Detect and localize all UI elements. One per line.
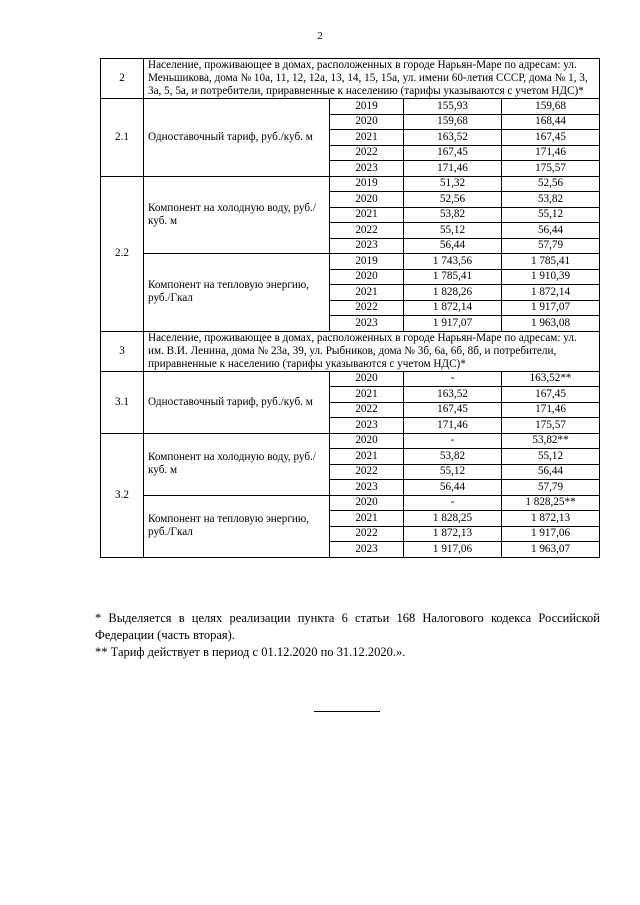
tariff-value-h2: 1 963,07	[502, 542, 600, 558]
year-cell: 2021	[330, 207, 404, 223]
tariff-value-h2: 159,68	[502, 99, 600, 115]
tariff-value-h1: 52,56	[404, 192, 502, 208]
year-cell: 2021	[330, 449, 404, 465]
section-header-row	[101, 331, 600, 371]
tariff-value-h2: 1 910,39	[502, 269, 600, 285]
year-cell: 2022	[330, 402, 404, 418]
tariff-value-h1: -	[404, 371, 502, 387]
year-cell: 2023	[330, 418, 404, 434]
footnote-vat: * Выделяется в целях реализации пункта 6 статьи 168 Налогового кодекса Российской Федерации (часть вторая).	[95, 611, 600, 642]
year-cell: 2022	[330, 464, 404, 480]
tariff-value-h1: 159,68	[404, 114, 502, 130]
tariff-name: Компонент на тепловую энергию, руб./Гкал	[144, 254, 330, 332]
tariff-value-h1: 1 828,26	[404, 285, 502, 301]
tariff-value-h2: 57,79	[502, 238, 600, 254]
tariff-value-h1: 171,46	[404, 161, 502, 177]
tariff-value-h1: 171,46	[404, 418, 502, 434]
tariff-value-h1: 155,93	[404, 99, 502, 115]
tariff-value-h2: 57,79	[502, 480, 600, 496]
year-cell: 2020	[330, 269, 404, 285]
tariff-value-h2: 1 785,41	[502, 254, 600, 270]
tariff-value-h2: 167,45	[502, 387, 600, 403]
tariff-table	[100, 58, 600, 558]
tariff-value-h2: 168,44	[502, 114, 600, 130]
tariff-name: Компонент на тепловую энергию, руб./Гкал	[144, 495, 330, 557]
tariff-value-h1: 55,12	[404, 464, 502, 480]
tariff-value-h1: -	[404, 433, 502, 449]
year-cell: 2022	[330, 300, 404, 316]
subsection-number: 3.1	[101, 371, 144, 433]
tariff-value-h1: 53,82	[404, 449, 502, 465]
year-cell: 2020	[330, 114, 404, 130]
tariff-name: Одноставочный тариф, руб./куб. м	[144, 99, 330, 177]
year-cell: 2019	[330, 176, 404, 192]
tariff-value-h2: 56,44	[502, 464, 600, 480]
tariff-value-h1: 51,32	[404, 176, 502, 192]
tariff-value-h2: 1 963,08	[502, 316, 600, 332]
tariff-value-h1: 163,52	[404, 387, 502, 403]
tariff-name: Компонент на холодную воду, руб./куб. м	[144, 176, 330, 254]
section-number: 2	[101, 59, 144, 99]
subsection-number: 2.1	[101, 99, 144, 177]
tariff-value-h2: 53,82	[502, 192, 600, 208]
section-number: 3	[101, 331, 144, 371]
tariff-value-h2: 1 828,25**	[502, 495, 600, 511]
tariff-value-h2: 175,57	[502, 418, 600, 434]
tariff-value-h2: 1 917,06	[502, 526, 600, 542]
tariff-value-h2: 167,45	[502, 130, 600, 146]
tariff-value-h2: 55,12	[502, 207, 600, 223]
year-cell: 2020	[330, 495, 404, 511]
tariff-row	[101, 433, 600, 449]
year-cell: 2021	[330, 511, 404, 527]
year-cell: 2023	[330, 161, 404, 177]
year-cell: 2021	[330, 130, 404, 146]
tariff-value-h1: 1 743,56	[404, 254, 502, 270]
tariff-value-h1: 53,82	[404, 207, 502, 223]
tariff-value-h2: 56,44	[502, 223, 600, 239]
year-cell: 2021	[330, 387, 404, 403]
tariff-name: Одноставочный тариф, руб./куб. м	[144, 371, 330, 433]
page-number: 2	[317, 30, 323, 42]
year-cell: 2020	[330, 433, 404, 449]
footnote-tariff-period: ** Тариф действует в период с 01.12.2020 по 31.12.2020.».	[95, 645, 406, 659]
year-cell: 2022	[330, 145, 404, 161]
year-cell: 2023	[330, 480, 404, 496]
tariff-value-h2: 163,52**	[502, 371, 600, 387]
closing-rule	[314, 711, 380, 712]
tariff-value-h2: 1 872,13	[502, 511, 600, 527]
year-cell: 2021	[330, 285, 404, 301]
tariff-value-h1: 167,45	[404, 402, 502, 418]
tariff-row	[101, 254, 600, 270]
year-cell: 2020	[330, 371, 404, 387]
tariff-value-h1: 56,44	[404, 480, 502, 496]
subsection-number: 3.2	[101, 433, 144, 557]
tariff-value-h2: 171,46	[502, 402, 600, 418]
subsection-number: 2.2	[101, 176, 144, 331]
section-header-row	[101, 59, 600, 99]
year-cell: 2023	[330, 238, 404, 254]
tariff-value-h1: 1 917,06	[404, 542, 502, 558]
tariff-row	[101, 176, 600, 192]
tariff-value-h1: 1 785,41	[404, 269, 502, 285]
tariff-value-h2: 1 872,14	[502, 285, 600, 301]
footnotes	[95, 610, 600, 661]
tariff-row	[101, 371, 600, 387]
tariff-row	[101, 495, 600, 511]
section-description: Население, проживающее в домах, расположенных в городе Нарьян-Маре по адресам: ул. им. В.И. Ленина, дома № 23а, 39, ул. Рыбников, дома № 3б, 6а, 6б, 8б, и потребители, приравненные к населению (тарифы указываются с учетом НДС)*	[144, 331, 600, 371]
year-cell: 2019	[330, 254, 404, 270]
year-cell: 2022	[330, 526, 404, 542]
year-cell: 2019	[330, 99, 404, 115]
tariff-name: Компонент на холодную воду, руб./куб. м	[144, 433, 330, 495]
year-cell: 2023	[330, 542, 404, 558]
tariff-value-h1: 167,45	[404, 145, 502, 161]
tariff-value-h1: 1 828,25	[404, 511, 502, 527]
tariff-value-h2: 53,82**	[502, 433, 600, 449]
tariff-value-h1: 1 872,14	[404, 300, 502, 316]
section-description: Население, проживающее в домах, расположенных в городе Нарьян-Маре по адресам: ул. Меньшикова, дома № 10а, 11, 12, 12а, 13, 14, 15, 15а, ул. имени 60-летия СССР, дома № 1, 3, 3а, 5, 5а, и потребители, приравненные к населению (тарифы указываются с учетом НДС)*	[144, 59, 600, 99]
tariff-value-h1: 55,12	[404, 223, 502, 239]
year-cell: 2023	[330, 316, 404, 332]
tariff-row	[101, 99, 600, 115]
tariff-value-h1: 1 872,13	[404, 526, 502, 542]
tariff-value-h2: 52,56	[502, 176, 600, 192]
tariff-value-h1: -	[404, 495, 502, 511]
tariff-value-h1: 1 917,07	[404, 316, 502, 332]
tariff-value-h2: 175,57	[502, 161, 600, 177]
year-cell: 2020	[330, 192, 404, 208]
tariff-value-h1: 56,44	[404, 238, 502, 254]
tariff-value-h2: 171,46	[502, 145, 600, 161]
tariff-value-h1: 163,52	[404, 130, 502, 146]
tariff-value-h2: 1 917,07	[502, 300, 600, 316]
year-cell: 2022	[330, 223, 404, 239]
tariff-value-h2: 55,12	[502, 449, 600, 465]
